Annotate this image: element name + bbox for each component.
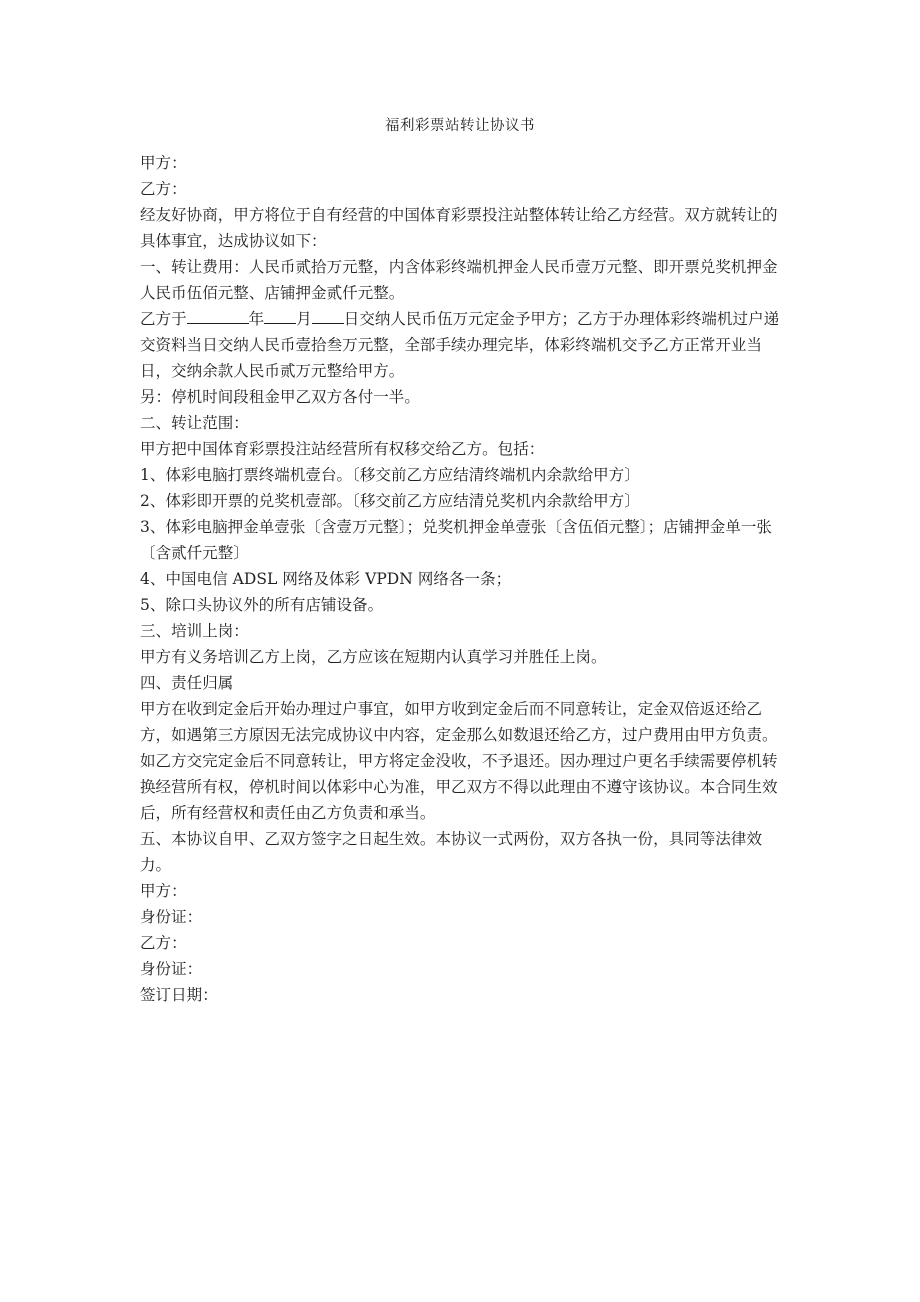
list-item: 4、中国电信 ADSL 网络及体彩 VPDN 网络各一条； — [140, 570, 512, 588]
payment-prefix: 乙方于 — [140, 310, 187, 328]
intro-paragraph: 经友好协商，甲方将位于自有经营的中国体育彩票投注站整体转让给乙方经营。双方就转让的具体事宜，达成协议如下： — [140, 206, 778, 250]
payment-schedule-paragraph — [140, 306, 788, 384]
downtime-note: 另：停机时间段租金甲乙双方各付一半。 — [140, 388, 420, 406]
month-blank — [264, 306, 296, 324]
year-blank — [187, 306, 249, 324]
payment-rest: 日交纳人民币伍万元定金予甲方；乙方于办理体彩终端机过户递交资料当日交纳人民币壹拾叁万元整，全部手续办理完毕，体彩终端机交予乙方正常开业当日，交纳余款人民币贰万元整给甲方。 — [140, 310, 780, 380]
party-a-line: 甲方： — [140, 154, 187, 172]
clause-2-intro: 甲方把中国体育彩票投注站经营所有权移交给乙方。包括： — [140, 440, 545, 458]
clause-3-heading: 三、培训上岗： — [140, 622, 249, 640]
clause-2-heading: 二、转让范围： — [140, 414, 249, 432]
list-item: 5、除口头协议外的所有店铺设备。 — [140, 596, 384, 614]
document-title: 福利彩票站转让协议书 — [385, 118, 535, 134]
clause-1-fee: 一、转让费用：人民币贰拾万元整，内含体彩终端机押金人民币壹万元整、即开票兑奖机押金人民币伍佰元整、店铺押金贰仟元整。 — [140, 258, 778, 302]
clause-3-text: 甲方有义务培训乙方上岗，乙方应该在短期内认真学习并胜任上岗。 — [140, 648, 607, 666]
signature-id-a: 身份证： — [140, 908, 203, 926]
signature-date: 签订日期： — [140, 986, 218, 1004]
day-blank — [312, 306, 344, 324]
list-item: 1、体彩电脑打票终端机壹台。〔移交前乙方应结清终端机内余款给甲方〕 — [140, 466, 640, 484]
clause-4-text: 甲方在收到定金后开始办理过户事宜，如甲方收到定金后而不同意转让，定金双倍返还给乙方，如遇第三方原因无法完成协议中内容，定金那么如数退还给乙方，过户费用由甲方负责。如乙方交完定金后不同意转让，甲方将定金没收，不予退还。因办理过户更名手续需要停机转换经营所有权，停机时间以体彩中心为准，甲乙双方不得以此理由不遵守该协议。本合同生效后，所有经营权和责任由乙方负责和承当。 — [140, 700, 778, 822]
signature-party-a: 甲方： — [140, 882, 187, 900]
party-b-line: 乙方： — [140, 180, 187, 198]
signature-id-b: 身份证： — [140, 960, 203, 978]
clause-5-text: 五、本协议自甲、乙双方签字之日起生效。本协议一式两份，双方各执一份，具同等法律效力。 — [140, 830, 763, 874]
list-item: 3、体彩电脑押金单壹张〔含壹万元整〕；兑奖机押金单壹张〔含伍佰元整〕；店铺押金单一张〔含贰仟元整〕 — [140, 518, 772, 562]
list-item: 2、体彩即开票的兑奖机壹部。〔移交前乙方应结清兑奖机内余款给甲方〕 — [140, 492, 640, 510]
clause-4-heading: 四、责任归属 — [140, 674, 234, 692]
year-label: 年 — [248, 310, 265, 328]
signature-party-b: 乙方： — [140, 934, 187, 952]
document-body — [140, 150, 788, 1008]
month-label: 月 — [296, 310, 312, 328]
